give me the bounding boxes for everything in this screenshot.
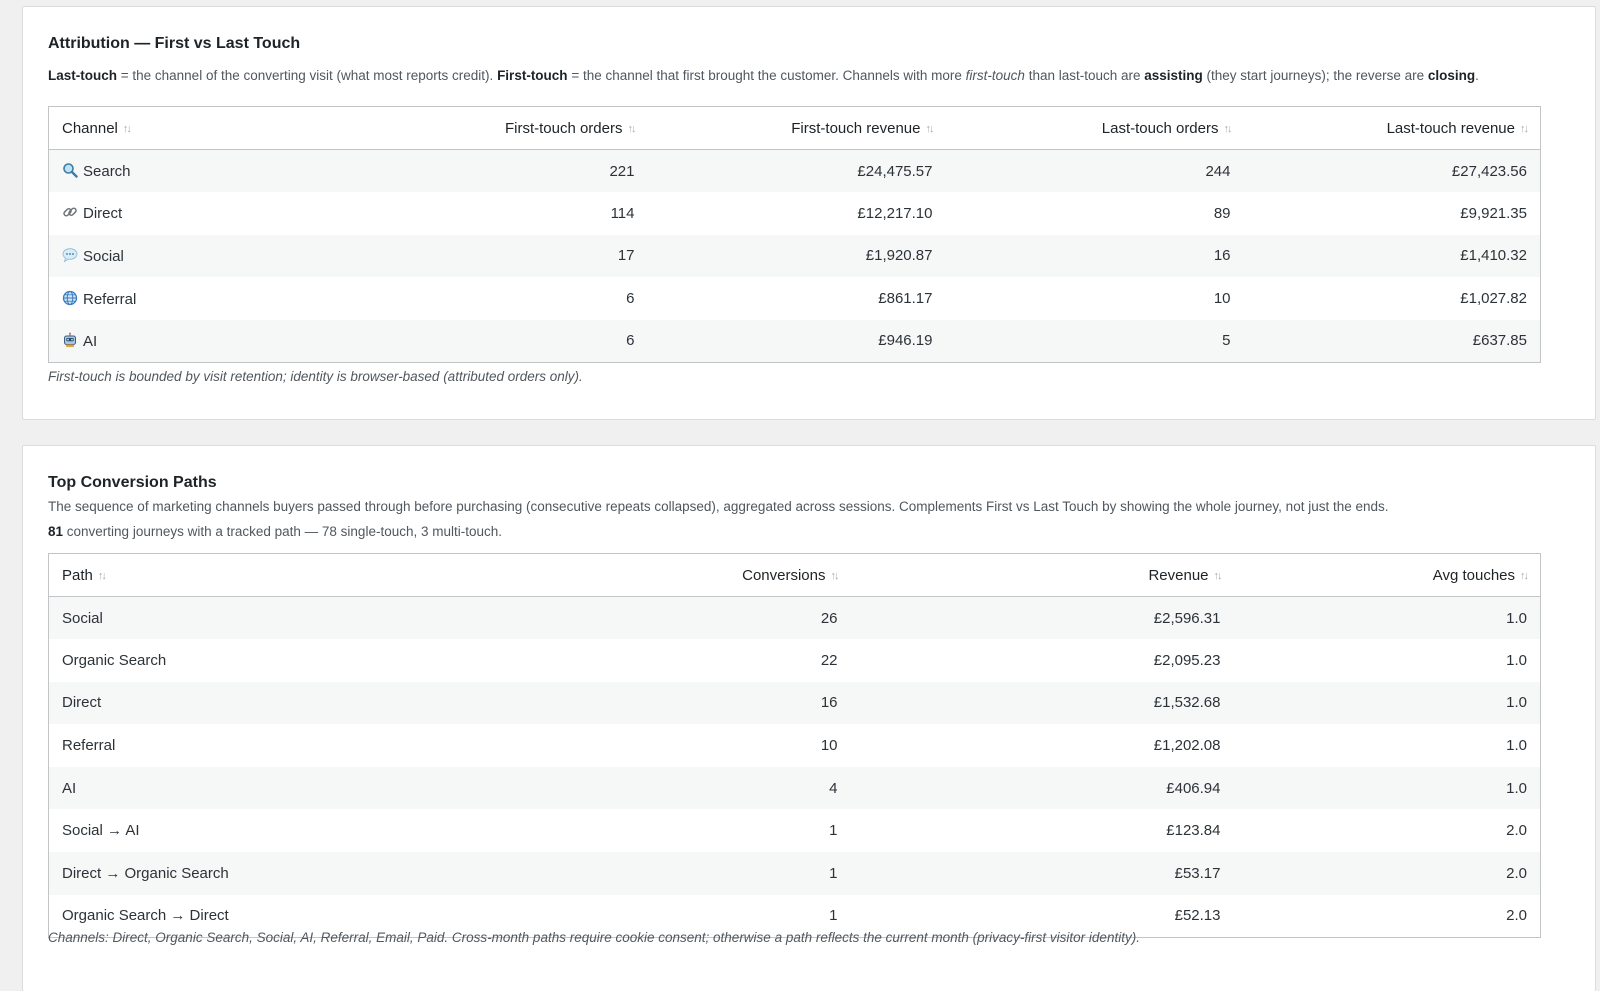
- channel-name: Social: [83, 247, 124, 265]
- revenue-cell: £53.17: [851, 852, 1234, 895]
- first-touch-revenue-cell: £861.17: [648, 277, 946, 320]
- paths-footnote: Channels: Direct, Organic Search, Social, AI, Referral, Email, Paid. Cross-month paths require cookie consent; otherwise a path reflects the current month (privacy-first visitor identity).: [48, 930, 1140, 945]
- desc-text: (they start journeys); the reverse are: [1202, 68, 1428, 83]
- table-row: [49, 682, 1541, 725]
- first-touch-orders-cell: 221: [439, 150, 648, 193]
- col-header-label: First-touch revenue: [791, 119, 921, 137]
- col-header-label: Channel: [62, 119, 118, 137]
- conversion-paths-table: [48, 553, 1541, 938]
- attribution-footnote: First-touch is bounded by visit retention; identity is browser-based (attributed orders only).: [48, 369, 583, 384]
- channel-cell: [49, 150, 439, 193]
- channel-cell: [49, 320, 439, 363]
- robot-icon: [62, 332, 78, 348]
- sort-icon[interactable]: ↑↓: [1520, 122, 1527, 135]
- col-header-label: Last-touch orders: [1101, 119, 1219, 137]
- sort-icon[interactable]: ↑↓: [830, 569, 838, 582]
- path-cell: Direct: [49, 682, 461, 725]
- path-cell: Social → AI: [49, 809, 461, 852]
- col-header-path[interactable]: [49, 554, 461, 597]
- desc-text: = the channel of the converting visit (what most reports credit).: [117, 68, 498, 83]
- revenue-cell: £406.94: [851, 767, 1234, 810]
- table-row: [49, 597, 1541, 640]
- paths-summary-count: 81: [48, 524, 64, 539]
- conversions-cell: 4: [461, 767, 851, 810]
- table-row: [49, 724, 1541, 767]
- desc-text: than last-touch are: [1024, 68, 1145, 83]
- table-row: [49, 235, 1541, 278]
- sort-icon[interactable]: ↑↓: [1520, 569, 1527, 582]
- col-header-label: First-touch orders: [504, 119, 623, 137]
- channel-name: Search: [83, 163, 131, 181]
- last-touch-revenue-cell: £27,423.56: [1244, 150, 1541, 193]
- avg-touches-cell: 1.0: [1234, 597, 1541, 640]
- conversions-cell: 26: [461, 597, 851, 640]
- path-cell: AI: [49, 767, 461, 810]
- sort-icon[interactable]: ↑↓: [1213, 569, 1221, 582]
- sort-icon[interactable]: ↑↓: [122, 122, 130, 135]
- paths-title: Top Conversion Paths: [48, 474, 217, 491]
- col-header-first-touch-revenue[interactable]: [648, 107, 946, 150]
- col-header-label: Path: [62, 566, 93, 584]
- col-header-conversions[interactable]: [461, 554, 851, 597]
- desc-assisting-term: assisting: [1144, 68, 1203, 83]
- revenue-cell: £123.84: [851, 809, 1234, 852]
- first-touch-orders-cell: 6: [439, 320, 648, 363]
- paths-summary: [48, 522, 1570, 543]
- channel-name: Referral: [83, 290, 137, 308]
- desc-first-touch-term: First-touch: [497, 68, 568, 83]
- table-row: [49, 809, 1541, 852]
- first-touch-revenue-cell: £12,217.10: [648, 192, 946, 235]
- desc-first-touch-italic: first-touch: [965, 68, 1025, 83]
- avg-touches-cell: 1.0: [1234, 639, 1541, 682]
- channel-cell: [49, 235, 439, 278]
- col-header-channel[interactable]: [49, 107, 439, 150]
- table-row: [49, 192, 1541, 235]
- desc-closing-term: closing: [1427, 68, 1476, 83]
- path-cell: Direct → Organic Search: [49, 852, 461, 895]
- sort-icon[interactable]: ↑↓: [1223, 122, 1231, 135]
- conversions-cell: 22: [461, 639, 851, 682]
- first-touch-orders-cell: 6: [439, 277, 648, 320]
- avg-touches-cell: 1.0: [1234, 767, 1541, 810]
- first-touch-orders-cell: 114: [439, 192, 648, 235]
- conversions-cell: 1: [461, 809, 851, 852]
- avg-touches-cell: 2.0: [1234, 852, 1541, 895]
- link-icon: [62, 204, 78, 220]
- table-row: [49, 852, 1541, 895]
- avg-touches-cell: 2.0: [1234, 895, 1541, 938]
- channel-name: Direct: [83, 205, 123, 223]
- col-header-avg-touches[interactable]: [1234, 554, 1541, 597]
- col-header-last-touch-orders[interactable]: [946, 107, 1244, 150]
- avg-touches-cell: 2.0: [1234, 809, 1541, 852]
- last-touch-orders-cell: 16: [946, 235, 1244, 278]
- last-touch-orders-cell: 244: [946, 150, 1244, 193]
- avg-touches-cell: 1.0: [1234, 724, 1541, 767]
- table-row: [49, 277, 1541, 320]
- table-row: [49, 767, 1541, 810]
- attribution-card: [22, 6, 1596, 420]
- avg-touches-cell: 1.0: [1234, 682, 1541, 725]
- sort-icon[interactable]: ↑↓: [925, 122, 933, 135]
- conversions-cell: 10: [461, 724, 851, 767]
- last-touch-orders-cell: 5: [946, 320, 1244, 363]
- first-touch-orders-cell: 17: [439, 235, 648, 278]
- sort-icon[interactable]: ↑↓: [97, 569, 105, 582]
- attribution-description: [48, 66, 1570, 87]
- conversions-cell: 1: [461, 852, 851, 895]
- globe-icon: [62, 290, 78, 306]
- first-touch-revenue-cell: £24,475.57: [648, 150, 946, 193]
- col-header-label: Last-touch revenue: [1386, 119, 1515, 137]
- table-row: [49, 320, 1541, 363]
- path-cell: Referral: [49, 724, 461, 767]
- magnifier-icon: [62, 162, 78, 178]
- paths-summary-text: converting journeys with a tracked path — 78 single-touch, 3 multi-touch.: [63, 524, 503, 539]
- channel-cell: [49, 192, 439, 235]
- path-cell: Organic Search: [49, 639, 461, 682]
- path-cell: Social: [49, 597, 461, 640]
- revenue-cell: £1,202.08: [851, 724, 1234, 767]
- col-header-label: Avg touches: [1432, 566, 1515, 584]
- conversion-paths-card: [22, 445, 1596, 991]
- last-touch-revenue-cell: £1,410.32: [1244, 235, 1541, 278]
- channel-cell: [49, 277, 439, 320]
- table-row: [49, 639, 1541, 682]
- paths-header-row: [49, 554, 1541, 597]
- conversions-cell: 16: [461, 682, 851, 725]
- paths-description: The sequence of marketing channels buyers passed through before purchasing (consecutive repeats collapsed), aggregated across sessions. Complements First vs Last Touch by showing the whole journey, not just the ends.: [48, 499, 1389, 514]
- first-touch-revenue-cell: £1,920.87: [648, 235, 946, 278]
- last-touch-revenue-cell: £9,921.35: [1244, 192, 1541, 235]
- conversions-cell: 1: [461, 895, 851, 938]
- last-touch-revenue-cell: £637.85: [1244, 320, 1541, 363]
- revenue-cell: £2,596.31: [851, 597, 1234, 640]
- desc-text: = the channel that first brought the customer. Channels with more: [567, 68, 966, 83]
- first-touch-revenue-cell: £946.19: [648, 320, 946, 363]
- last-touch-orders-cell: 10: [946, 277, 1244, 320]
- table-row: [49, 150, 1541, 193]
- desc-last-touch-term: Last-touch: [48, 68, 117, 83]
- last-touch-orders-cell: 89: [946, 192, 1244, 235]
- col-header-revenue[interactable]: [851, 554, 1234, 597]
- attribution-header-row: [49, 107, 1541, 150]
- revenue-cell: £52.13: [851, 895, 1234, 938]
- col-header-label: Revenue: [1148, 566, 1209, 584]
- col-header-last-touch-revenue[interactable]: [1244, 107, 1541, 150]
- col-header-first-touch-orders[interactable]: [439, 107, 648, 150]
- desc-text: .: [1475, 68, 1479, 83]
- last-touch-revenue-cell: £1,027.82: [1244, 277, 1541, 320]
- speech-bubble-icon: [62, 247, 78, 263]
- attribution-table: [48, 106, 1541, 363]
- sort-icon[interactable]: ↑↓: [627, 122, 635, 135]
- path-cell: Organic Search → Direct: [49, 895, 461, 938]
- revenue-cell: £2,095.23: [851, 639, 1234, 682]
- col-header-label: Conversions: [742, 566, 826, 584]
- channel-name: AI: [83, 332, 98, 350]
- attribution-title: Attribution — First vs Last Touch: [48, 35, 301, 52]
- revenue-cell: £1,532.68: [851, 682, 1234, 725]
